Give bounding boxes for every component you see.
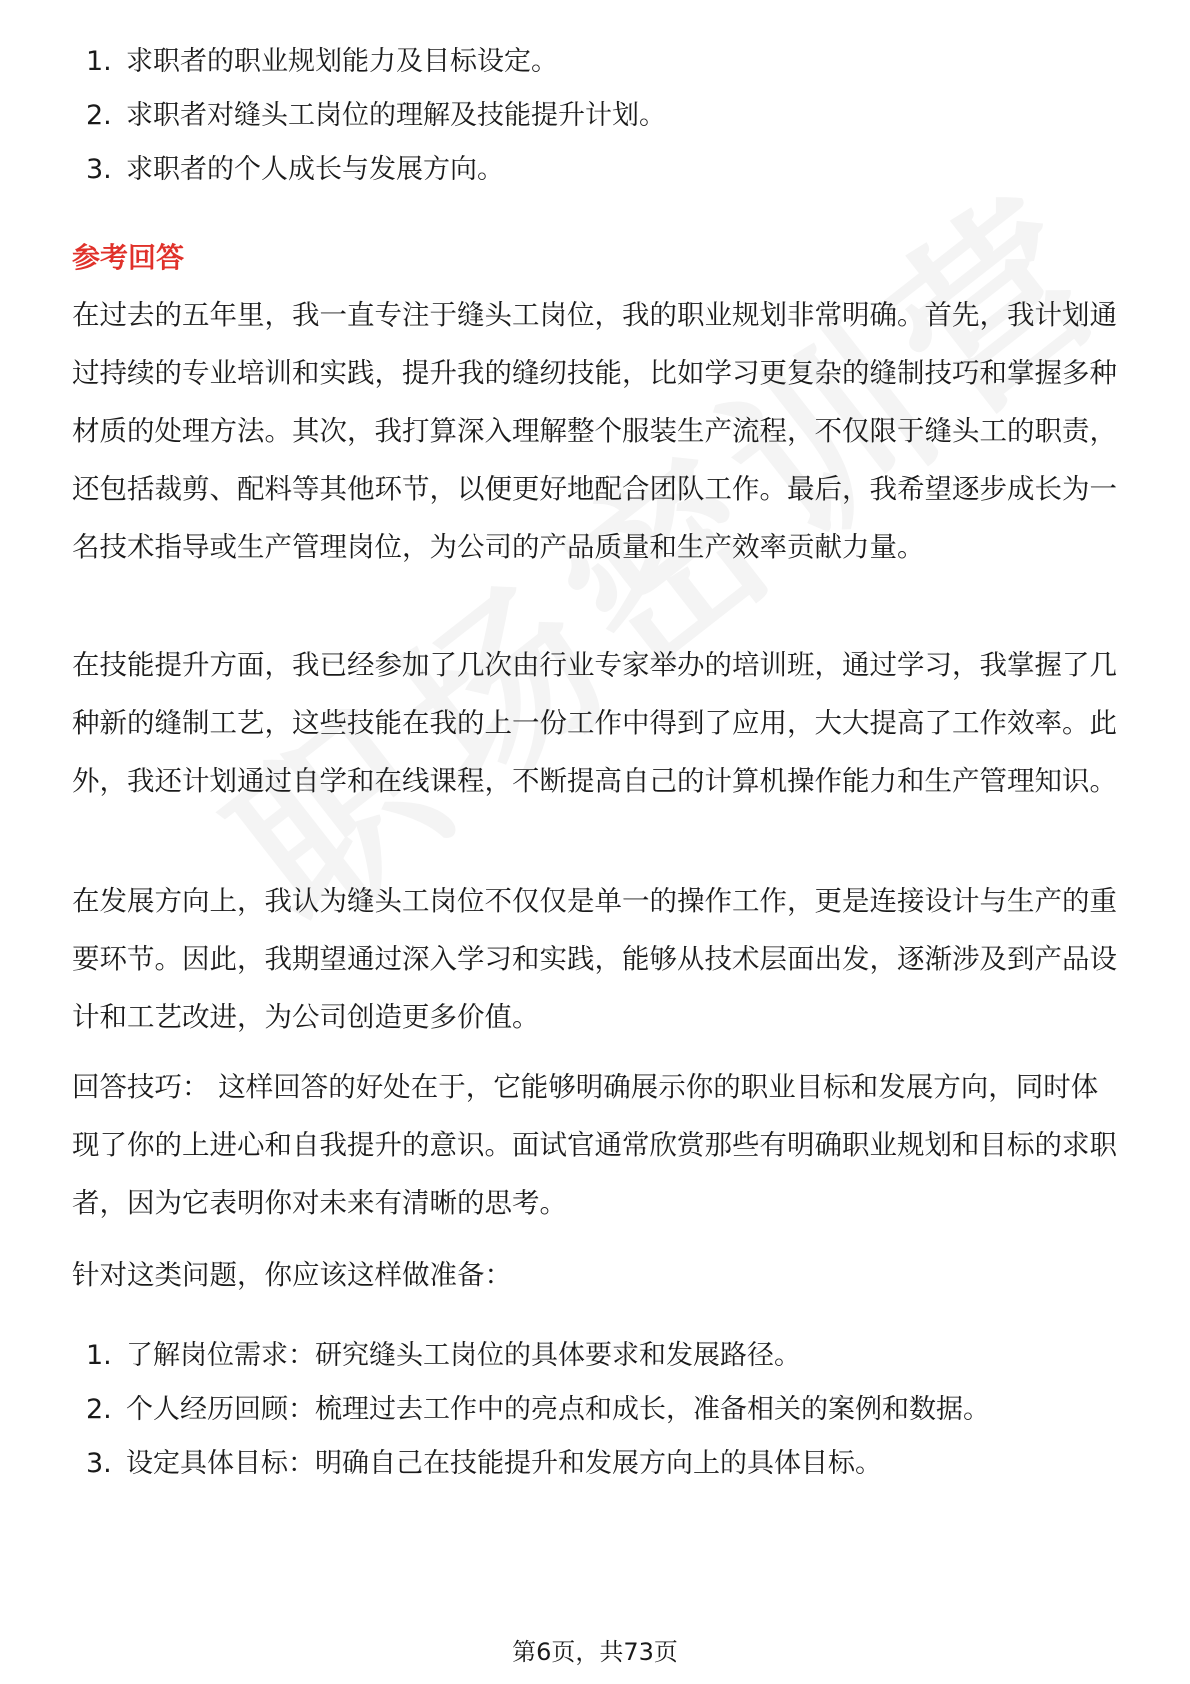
list-item-number: 1. [86,46,112,77]
list-item-text: 求职者的个人成长与发展方向。 [126,154,504,185]
page-number: 第6页，共73页 [512,1638,678,1666]
list-item [86,44,558,80]
list-item [86,152,504,188]
preparation-intro: 针对这类问题，你应该这样做准备： [72,1259,512,1291]
list-item-number: 1. [86,1340,112,1371]
list-item-number: 2. [86,100,112,131]
list-item-text: 设定具体目标：明确自己在技能提升和发展方向上的具体目标。 [126,1448,882,1479]
list-item-text: 个人经历回顾：梳理过去工作中的亮点和成长，准备相关的案例和数据。 [126,1394,990,1425]
answer-paragraph-career-plan: 在过去的五年里，我一直专注于缝头工岗位，我的职业规划非常明确。首先，我计划通过持续的专业培训和实践，提升我的缝纫技能，比如学习更复杂的缝制技巧和掌握多种材质的处理方法。其次，我打算深入理解整个服装生产流程，不仅限于缝头工的职责，还包括裁剪、配料等其他环节，以便更好地配合团队工作。最后，我希望逐步成长为一名技术指导或生产管理岗位，为公司的产品质量和生产效率贡献力量。 [72,299,1117,563]
list-item-text: 求职者对缝头工岗位的理解及技能提升计划。 [126,100,666,131]
list-item-number: 3. [86,154,112,185]
list-item-number: 3. [86,1448,112,1479]
answer-paragraph-skills: 在技能提升方面，我已经参加了几次由行业专家举办的培训班，通过学习，我掌握了几种新的缝制工艺，这些技能在我的上一份工作中得到了应用，大大提高了工作效率。此外，我还计划通过自学和在线课程，不断提高自己的计算机操作能力和生产管理知识。 [72,649,1117,797]
list-item-text: 了解岗位需求：研究缝头工岗位的具体要求和发展路径。 [126,1340,801,1371]
answer-tips-paragraph: 回答技巧： 这样回答的好处在于，它能够明确展示你的职业目标和发展方向，同时体现了你的上进心和自我提升的意识。面试官通常欣赏那些有明确职业规划和目标的求职者，因为它表明你对未来有清晰的思考。 [72,1071,1117,1219]
list-item [86,98,666,134]
list-item-text: 求职者的职业规划能力及目标设定。 [126,46,558,77]
list-item [86,1392,990,1428]
list-item [86,1446,882,1482]
answer-paragraph-direction: 在发展方向上，我认为缝头工岗位不仅仅是单一的操作工作，更是连接设计与生产的重要环节。因此，我期望通过深入学习和实践，能够从技术层面出发，逐渐涉及到产品设计和工艺改进，为公司创造更多价值。 [72,885,1117,1033]
list-item-number: 2. [86,1394,112,1425]
reference-answer-heading: 参考回答 [72,241,185,274]
list-item [86,1338,801,1374]
